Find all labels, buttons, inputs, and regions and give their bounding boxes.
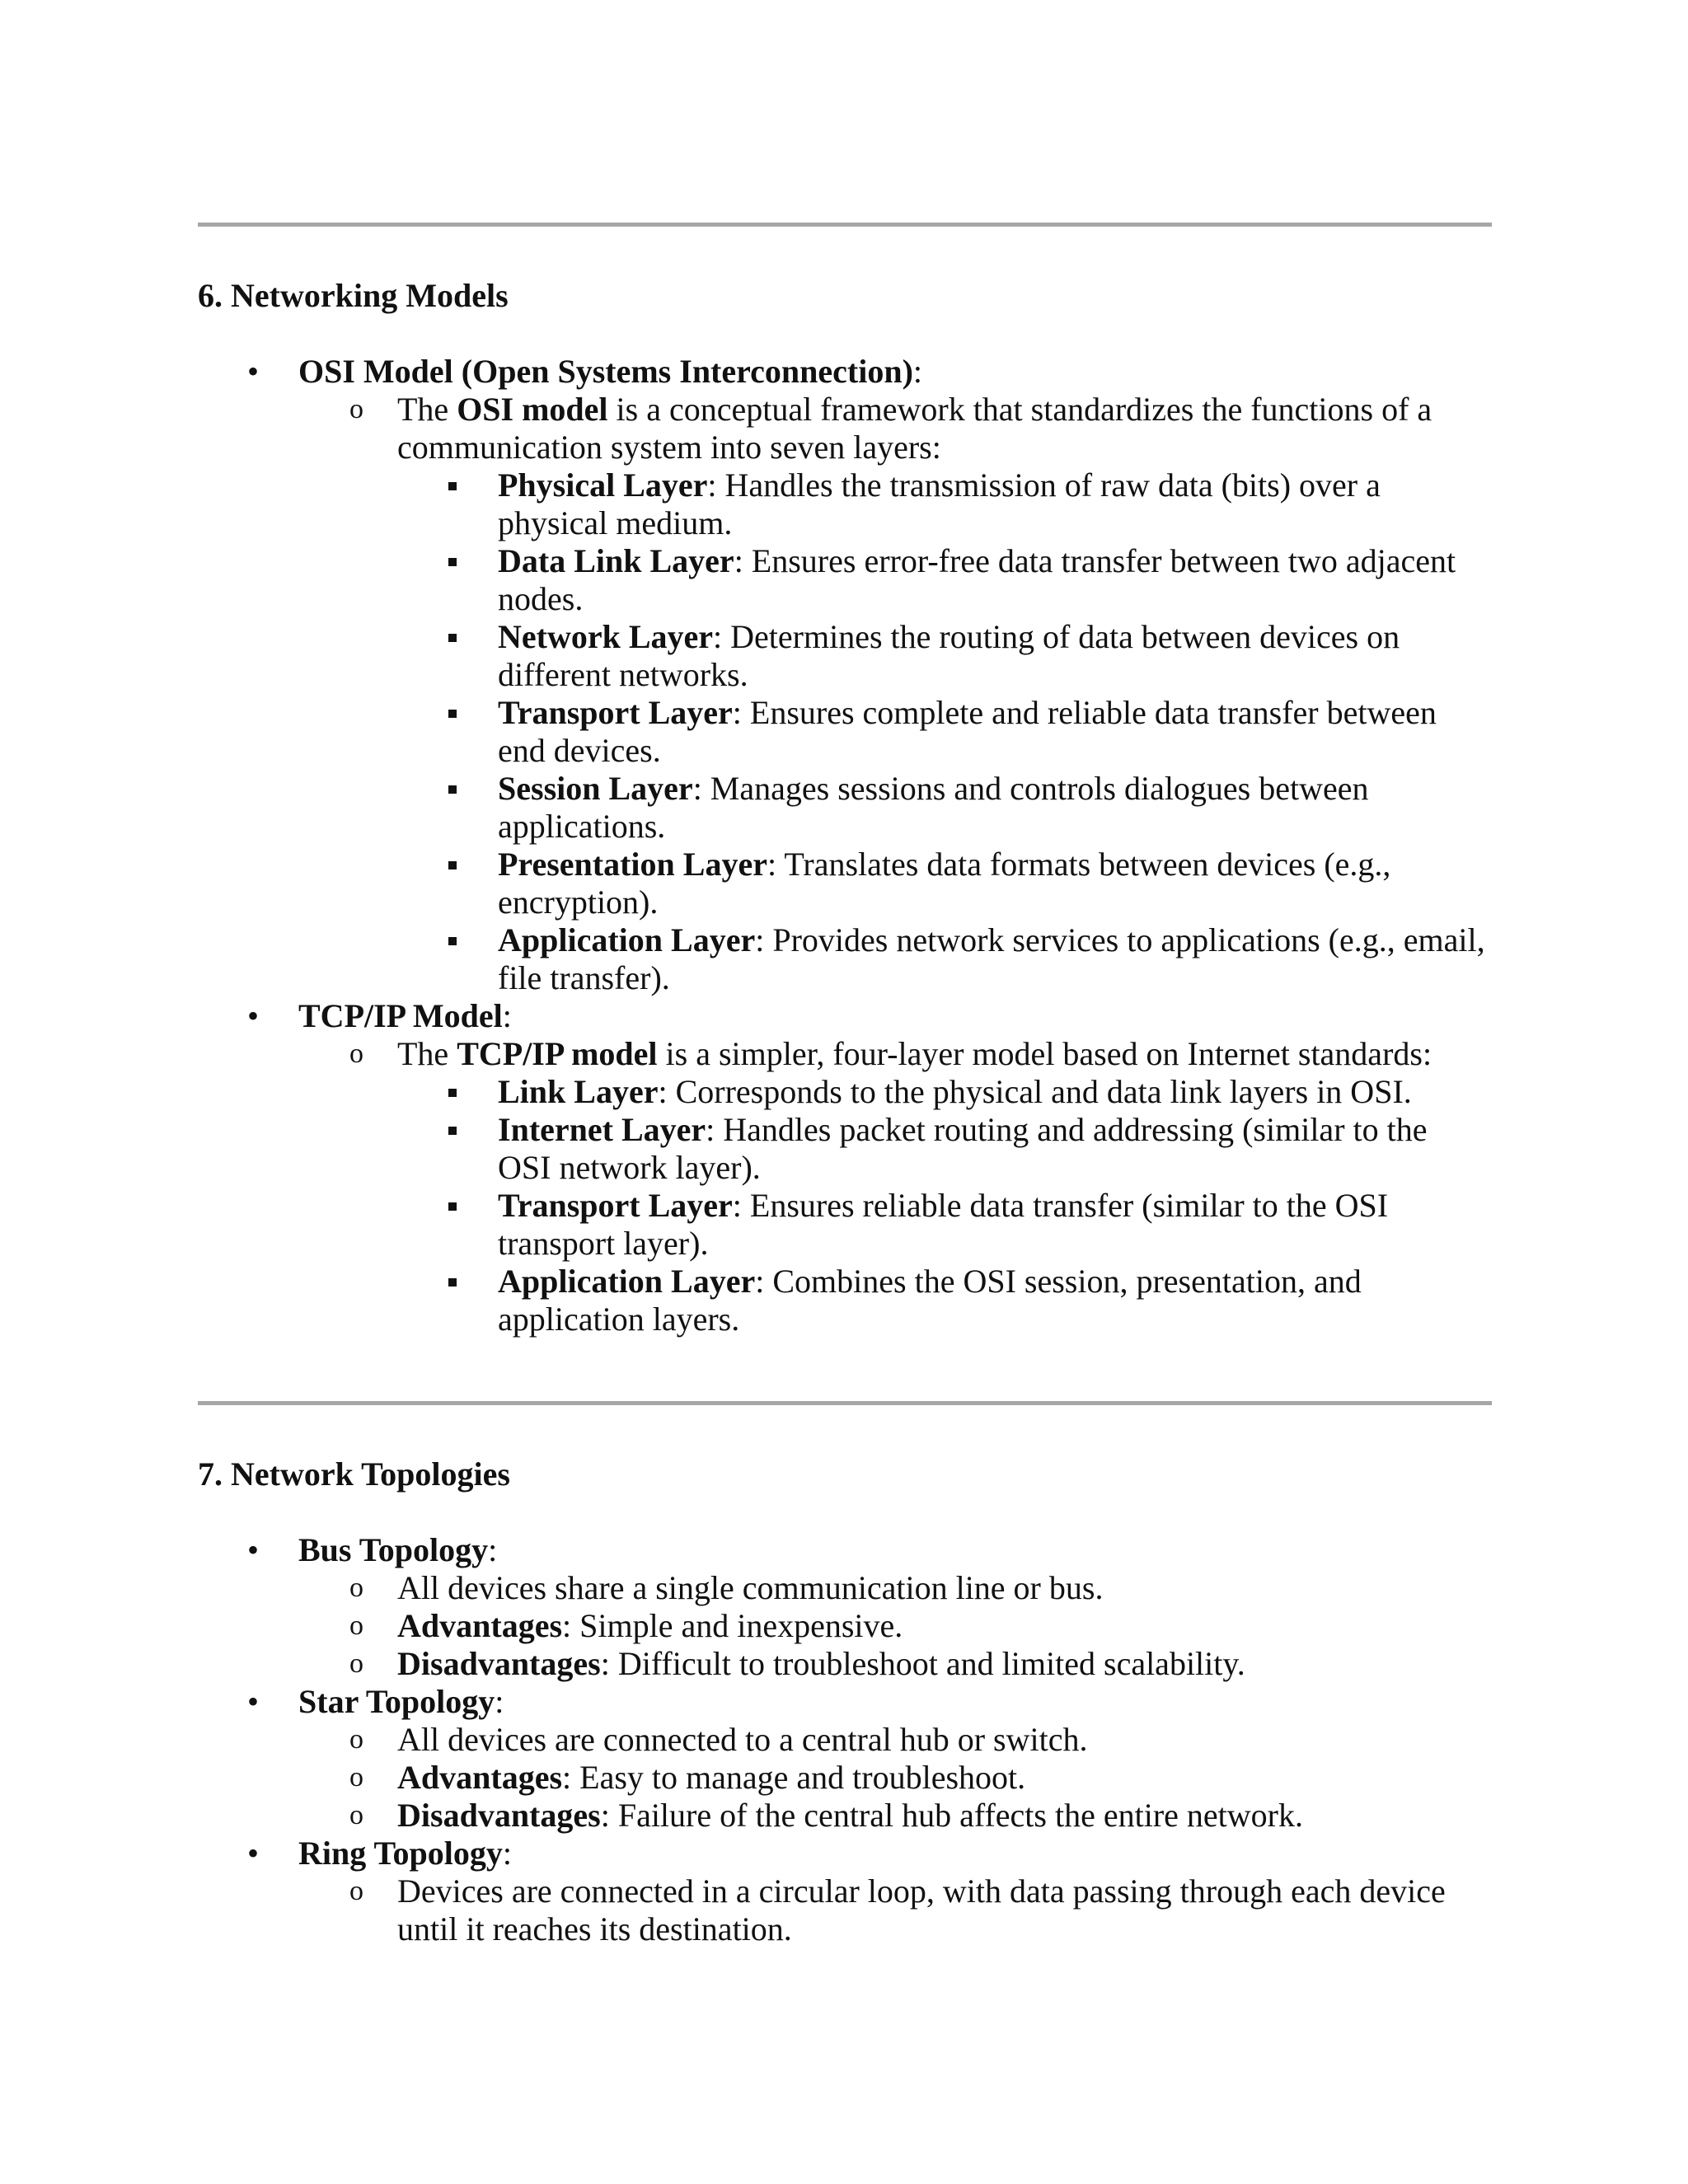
topology-colon: : [495,1683,504,1720]
osi-intro-line2: communication system into seven layers: [397,429,941,466]
osi-intro-rest1: is a conceptual framework that standardizes the functions of a [607,391,1432,428]
bullet-circle-icon [349,1759,363,1797]
bullet-square-icon [448,542,457,580]
disadvantages-label: Disadvantages [397,1797,601,1834]
osi-title-line [298,353,922,391]
osi-layer-application-cont: file transfer). [498,959,670,996]
tcp-layer-application-cont: application layers. [498,1301,740,1338]
layer-name: Physical Layer [498,466,708,504]
star-desc: All devices are connected to a central hub or switch. [397,1721,1088,1758]
osi-intro-line1 [397,391,1432,429]
tcp-layer-internet-cont: OSI network layer). [498,1149,761,1186]
osi-layer-transport [498,694,1437,732]
layer-desc: : Corresponds to the physical and data link layers in OSI. [658,1073,1412,1110]
tcp-layer-internet [498,1111,1428,1149]
tcp-intro-line1 [397,1035,1432,1073]
section6-heading: 6. Networking Models [198,277,509,314]
topology-colon: : [502,1835,513,1872]
tcp-intro-rest1: is a simpler, four-layer model based on Internet standards: [657,1035,1432,1072]
bullet-square-icon [448,1263,457,1301]
osi-layer-presentation [498,846,1390,883]
bullet-square-icon [448,466,457,504]
osi-layer-network [498,618,1400,656]
bullet-square-icon [448,1073,457,1111]
layer-desc: : Handles the transmission of raw data (bits) over a [707,466,1381,504]
layer-name: Transport Layer [498,694,733,731]
osi-layer-physical-cont: physical medium. [498,504,733,541]
tcp-layer-transport-cont: transport layer). [498,1225,709,1262]
star-title-line [298,1683,504,1721]
bullet-circle-icon [349,1569,363,1607]
osi-layer-datalink-cont: nodes. [498,580,584,617]
star-disadvantages [397,1797,1303,1835]
topology-title: Bus Topology [298,1531,489,1568]
bullet-square-icon [448,618,457,656]
layer-name: Network Layer [498,618,714,655]
bullet-circle-icon [349,1797,363,1835]
advantages-text: : Easy to manage and troubleshoot. [562,1759,1026,1796]
layer-desc: : Ensures error-free data transfer between two adjacent [734,542,1456,579]
osi-intro-bold: OSI model [457,391,608,428]
disadvantages-label: Disadvantages [397,1645,601,1682]
bullet-square-icon [448,846,457,883]
osi-title: OSI Model (Open Systems Interconnection) [298,353,913,390]
bullet-square-icon [448,1111,457,1149]
layer-desc: : Translates data formats between devices (e.g., [767,846,1391,883]
topology-colon: : [488,1531,498,1568]
tcp-intro-bold: TCP/IP model [457,1035,658,1072]
disadvantages-text: : Difficult to troubleshoot and limited scalability. [600,1645,1245,1682]
layer-desc: : Ensures complete and reliable data transfer between [732,694,1437,731]
bullet-circle-icon [349,391,363,429]
osi-title-colon: : [912,353,923,390]
layer-desc: : Handles packet routing and addressing (similar to the [706,1111,1428,1148]
bullet-disc-icon [247,997,259,1035]
layer-desc: : Provides network services to applications (e.g., email, [755,921,1485,958]
ring-desc: Devices are connected in a circular loop, with data passing through each device [397,1872,1446,1910]
bullet-circle-icon [349,1645,363,1683]
advantages-label: Advantages [397,1607,563,1644]
layer-desc: : Ensures reliable data transfer (similar to the OSI [732,1187,1389,1224]
tcp-title: TCP/IP Model [298,997,503,1034]
bullet-disc-icon [247,1683,259,1721]
osi-layer-session-cont: applications. [498,808,666,845]
star-advantages [397,1759,1025,1797]
osi-layer-presentation-cont: encryption). [498,883,659,921]
tcp-layer-link [498,1073,1412,1111]
bullet-circle-icon [349,1035,363,1073]
osi-layer-network-cont: different networks. [498,656,748,693]
layer-name: Data Link Layer [498,542,734,579]
bullet-square-icon [448,1187,457,1225]
layer-name: Link Layer [498,1073,659,1110]
layer-name: Presentation Layer [498,846,767,883]
bullet-circle-icon [349,1721,363,1759]
disadvantages-text: : Failure of the central hub affects the entire network. [600,1797,1303,1834]
topology-title: Ring Topology [298,1835,503,1872]
bullet-square-icon [448,921,457,959]
layer-desc: : Manages sessions and controls dialogues between [692,770,1369,807]
layer-name: Application Layer [498,1263,756,1300]
bullet-square-icon [448,770,457,808]
horizontal-rule-middle [198,1401,1492,1405]
bullet-disc-icon [247,1835,259,1872]
layer-name: Application Layer [498,921,756,958]
advantages-label: Advantages [397,1759,563,1796]
bullet-disc-icon [247,353,259,391]
tcp-title-colon: : [502,997,512,1034]
section7-heading: 7. Network Topologies [198,1455,510,1493]
topology-title: Star Topology [298,1683,495,1720]
layer-name: Session Layer [498,770,693,807]
osi-layer-transport-cont: end devices. [498,732,661,769]
osi-intro-pre: The [397,391,457,428]
bullet-disc-icon [247,1531,259,1569]
tcp-intro-pre: The [397,1035,457,1072]
bus-disadvantages [397,1645,1245,1683]
layer-desc: : Combines the OSI session, presentation, and [755,1263,1362,1300]
bus-advantages [397,1607,903,1645]
bullet-circle-icon [349,1872,363,1910]
advantages-text: : Simple and inexpensive. [562,1607,903,1644]
layer-name: Internet Layer [498,1111,706,1148]
osi-layer-session [498,770,1369,808]
osi-layer-datalink [498,542,1456,580]
ring-desc-cont: until it reaches its destination. [397,1910,792,1947]
tcp-title-line [298,997,512,1035]
ring-title-line [298,1835,512,1872]
bullet-square-icon [448,694,457,732]
tcp-layer-transport [498,1187,1388,1225]
osi-layer-physical [498,466,1381,504]
layer-name: Transport Layer [498,1187,733,1224]
layer-desc: : Determines the routing of data between devices on [713,618,1400,655]
bus-desc: All devices share a single communication line or bus. [397,1569,1104,1606]
bus-title-line [298,1531,497,1569]
tcp-layer-application [498,1263,1362,1301]
horizontal-rule-top [198,223,1492,227]
osi-layer-application [498,921,1485,959]
bullet-circle-icon [349,1607,363,1645]
